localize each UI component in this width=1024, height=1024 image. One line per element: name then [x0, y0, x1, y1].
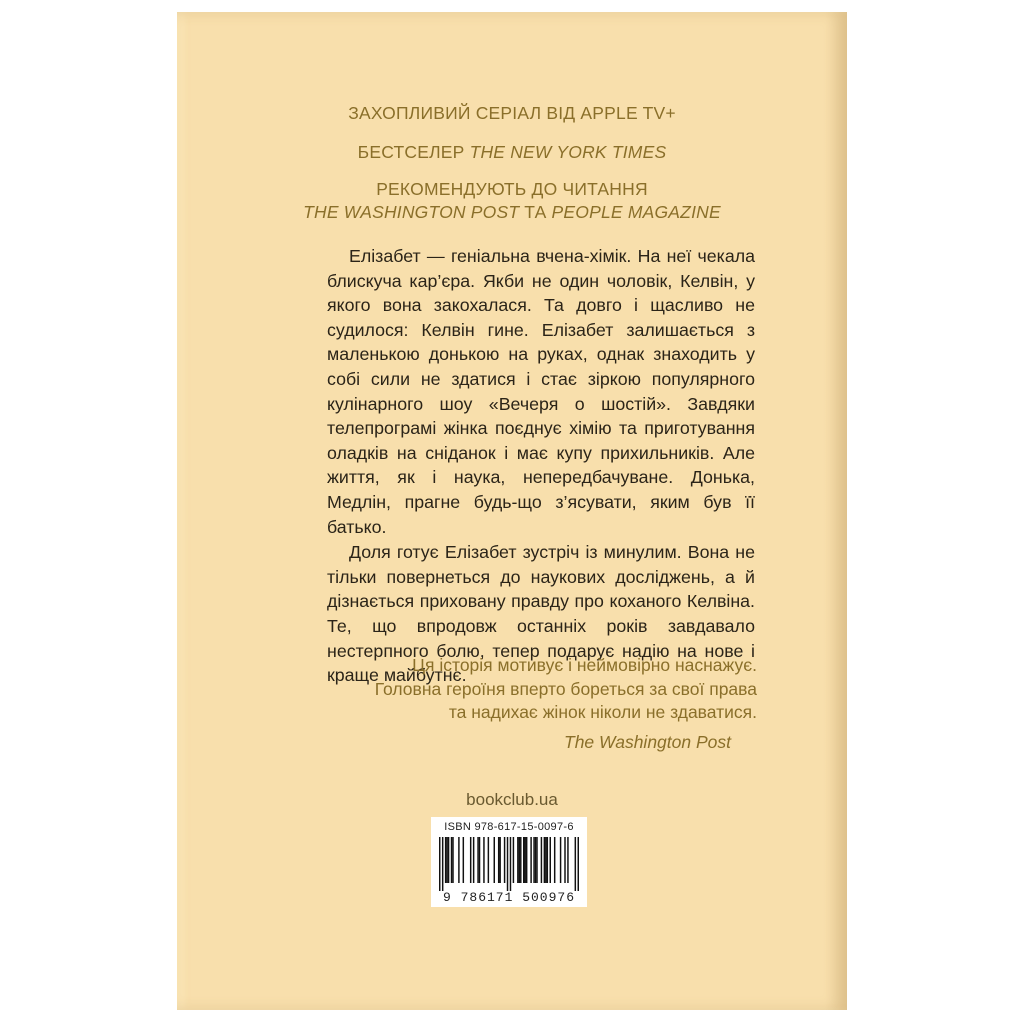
- barcode-bar: [567, 837, 568, 883]
- tagline-washington-post: THE WASHINGTON POST: [303, 202, 520, 222]
- tagline-publications: [177, 202, 847, 223]
- quote-line-1: Ця історія мотивує і неймовірно наснажує.: [412, 655, 757, 675]
- barcode-bar: [499, 837, 500, 883]
- barcode-bar: [494, 837, 495, 883]
- barcode-bar: [446, 837, 447, 883]
- isbn-number: ISBN 978-617-15-0097-6: [444, 821, 574, 833]
- description-paragraph-1: Елізабет — геніальна вчена-хімік. На неї чекала блискуча кар’єра. Якби не один чоловік, Келвін, у якого вона закохалася. Та довго і щасливо не судилося: Келвін гине. Елізабет залишається з маленькою донькою на руках, однак знаходить у собі сили не здатися і стає зіркою популярного кулінарного шоу «Вечеря о шостій». Завдяки телепрограмі жінка поєднує хімію та приготування оладків на сніданок і має купу прихильників. Але життя, як і наука, непередбачуване. Донька, Медлін, прагне будь-що з’ясувати, яким був її батько.: [327, 246, 755, 537]
- barcode-bar: [483, 837, 484, 883]
- tagline-nyt: THE NEW YORK TIMES: [469, 142, 667, 162]
- barcode-bar: [517, 837, 518, 883]
- barcode-bar: [504, 837, 505, 883]
- barcode-bar: [473, 837, 474, 883]
- quote-line-3: та надихає жінок ніколи не здаватися.: [448, 702, 757, 722]
- tagline-people-magazine: PEOPLE MAGAZINE: [551, 202, 721, 222]
- description-paragraph-2: Доля готує Елізабет зустріч із минулим. Вона не тільки повернеться до наукових досліджень, а й дізнається приховану правду про коханого Келвіна. Те, що впродовж останніх років завдавало нестерпного болю, тепер подарує надію на нове і краще майбутнє.: [327, 542, 755, 686]
- barcode-bar: [452, 837, 453, 883]
- barcode-bar: [530, 837, 531, 883]
- tagline-conjunction: ТА: [519, 202, 552, 222]
- ean-digits: 9 786171 500976: [442, 890, 576, 905]
- barcode-bar: [524, 837, 525, 883]
- barcode-bar: [535, 837, 536, 883]
- barcode-bar: [470, 837, 471, 883]
- barcode-bar: [575, 837, 576, 891]
- tagline-apple-tv-text: ЗАХОПЛИВИЙ СЕРІАЛ ВІД APPLE TV+: [348, 103, 676, 123]
- barcode-bar: [479, 837, 480, 883]
- barcode-bar: [544, 837, 545, 883]
- barcode-label: [431, 817, 587, 907]
- barcode-bar: [445, 837, 446, 883]
- tagline-recommended: [177, 179, 847, 200]
- barcode-bar: [458, 837, 459, 883]
- barcode-bar: [442, 837, 443, 891]
- barcode-bar: [510, 837, 511, 891]
- barcode-bar: [463, 837, 464, 883]
- barcode-bar: [498, 837, 499, 883]
- barcode-bar: [560, 837, 561, 883]
- barcode-bar: [507, 837, 508, 891]
- barcode-bar: [554, 837, 555, 883]
- quote-source: The Washington Post: [564, 731, 731, 752]
- barcode-bar: [448, 837, 449, 883]
- barcode-bar: [439, 837, 440, 891]
- tagline-apple-tv: [177, 103, 847, 124]
- book-back-cover: [177, 12, 847, 1010]
- tagline-bestseller-prefix: БЕСТСЕЛЕР: [357, 142, 470, 162]
- barcode-bar: [550, 837, 551, 883]
- barcode-bar: [477, 837, 478, 883]
- barcode-bar: [451, 837, 452, 883]
- barcode-bar: [520, 837, 521, 883]
- barcode-bar: [536, 837, 537, 883]
- barcode-bar: [547, 837, 548, 883]
- barcode-bar: [519, 837, 520, 883]
- barcode-bar: [523, 837, 524, 883]
- quote-line-2: Головна героїня вперто бореться за свої права: [374, 678, 757, 699]
- barcode-bar: [541, 837, 542, 883]
- barcode-bar: [526, 837, 527, 883]
- barcode-bar: [513, 837, 514, 883]
- barcode-bar: [578, 837, 579, 891]
- publisher-website: bookclub.ua: [466, 790, 558, 809]
- review-quote: [347, 654, 757, 754]
- barcode-bar: [488, 837, 489, 883]
- tagline-recommended-text: РЕКОМЕНДУЮТЬ ДО ЧИТАННЯ: [376, 179, 648, 199]
- barcode-bar: [533, 837, 534, 883]
- tagline-bestseller: [177, 142, 847, 163]
- book-description: [327, 244, 755, 688]
- barcode-bars: [439, 837, 579, 891]
- barcode-bar: [545, 837, 546, 883]
- barcode-bar: [564, 837, 565, 883]
